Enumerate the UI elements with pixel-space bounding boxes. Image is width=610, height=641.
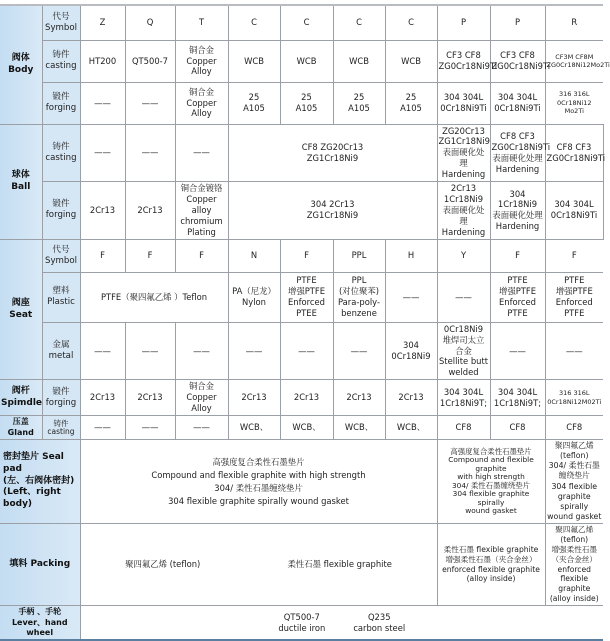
sub-label: 代号 Symbol bbox=[42, 239, 80, 272]
table-row bbox=[0, 524, 603, 606]
sub-label: 塑料 Plastic bbox=[42, 272, 80, 322]
value-cell: F bbox=[545, 239, 603, 272]
value-cell: WCB、 bbox=[228, 416, 280, 440]
value-cell: 2Cr13 1Cr18Ni9 表面硬化处理 Hardening bbox=[437, 182, 490, 240]
value-cell: 铜合金 Copper Alloy bbox=[175, 40, 228, 82]
value-cell: F bbox=[490, 239, 545, 272]
value-cell: —— bbox=[437, 272, 490, 322]
value-cell: 304 0Cr18Ni9 bbox=[385, 322, 437, 380]
value-cell: F bbox=[175, 239, 228, 272]
value-cell: WCB、 bbox=[280, 416, 333, 440]
value-cell: PPL bbox=[333, 239, 385, 272]
sub-label: 铸件 casting bbox=[42, 40, 80, 82]
value-cell: 2Cr13 bbox=[80, 182, 125, 240]
value-cell: CF8 bbox=[545, 416, 603, 440]
value-cell: QT500-7 bbox=[125, 40, 175, 82]
value-cell: N bbox=[228, 239, 280, 272]
value-cell bbox=[80, 524, 437, 606]
value-cell: CF3 CF8 ZG0Cr18Ni9Ti bbox=[437, 40, 490, 82]
packing-graphite: 柔性石墨 flexible graphite bbox=[287, 559, 392, 570]
value-cell: 316 316L 0Cr18Ni12 Mo2Ti bbox=[545, 82, 603, 124]
value-cell: PPL (对位聚苯) Para-poly- benzene bbox=[333, 272, 385, 322]
section-label-packing: 填料 Packing bbox=[0, 524, 80, 606]
section-label-lever: 手柄 、手轮 Lever、hand wheel bbox=[0, 605, 80, 640]
value-cell: —— bbox=[125, 82, 175, 124]
value-cell: 铜合金 Copper Alloy bbox=[175, 82, 228, 124]
value-cell: CF8 bbox=[437, 416, 490, 440]
value-cell: 2Cr13 bbox=[385, 380, 437, 416]
value-cell: —— bbox=[175, 322, 228, 380]
value-cell: —— bbox=[80, 416, 125, 440]
table-row bbox=[0, 239, 603, 272]
valve-materials-table bbox=[0, 4, 610, 641]
table-row bbox=[0, 40, 603, 82]
value-cell: 高强度复合柔性石墨垫片 Compound and flexible graphite with high strength 304/ 柔性石墨缠绕垫片 304 flexible graphite spirally wound gasket bbox=[80, 440, 437, 524]
section-label-gland: 压盖 Gland bbox=[0, 416, 42, 440]
sub-label: 铸件 casting bbox=[42, 416, 80, 440]
table-row bbox=[0, 416, 603, 440]
value-cell: —— bbox=[175, 416, 228, 440]
lever-ductile-iron: QT500-7 ductile iron bbox=[278, 611, 326, 633]
value-cell: ZG20Cr13 ZG1Cr18Ni9 表面硬化处理 Hardening bbox=[437, 124, 490, 182]
table-row bbox=[0, 5, 603, 40]
table-row bbox=[0, 605, 603, 640]
value-cell: 304 304L 1Cr18Ni9T; bbox=[490, 380, 545, 416]
table-row bbox=[0, 380, 603, 416]
section-label-body: 阀体 Body bbox=[0, 5, 42, 124]
section-label-seat: 阀座 Seat bbox=[0, 239, 42, 380]
value-cell: F bbox=[80, 239, 125, 272]
value-cell: Z bbox=[80, 5, 125, 40]
section-label-seal-pad: 密封垫片 Seal pad (左、右阀体密封) (Left、right body) bbox=[0, 440, 80, 524]
value-cell: P bbox=[490, 5, 545, 40]
value-cell: 304 304L 1Cr18Ni9T; bbox=[437, 380, 490, 416]
value-cell: WCB bbox=[280, 40, 333, 82]
value-cell: —— bbox=[280, 322, 333, 380]
value-cell: CF3 CF8 ZG0Cr18Ni9Ti bbox=[490, 40, 545, 82]
value-cell: 柔性石墨 flexible graphite 增强柔性石墨（夹合金丝） enforced flexible graphite (alloy inside) bbox=[437, 524, 545, 606]
value-cell: 304 304L 0Cr18Ni9Ti bbox=[545, 182, 603, 240]
value-cell: 聚四氟乙烯 (teflon) 增强柔性石墨（夹合金丝） enforced flexible graphite (alloy inside) bbox=[545, 524, 603, 606]
value-cell: WCB bbox=[333, 40, 385, 82]
table-row bbox=[0, 182, 603, 240]
value-cell: PA（尼龙） Nylon bbox=[228, 272, 280, 322]
value-cell: 304 304L 0Cr18Ni9Ti bbox=[490, 82, 545, 124]
value-cell: 2Cr13 bbox=[125, 380, 175, 416]
sub-label: 金属 metal bbox=[42, 322, 80, 380]
value-cell: —— bbox=[80, 82, 125, 124]
value-cell: —— bbox=[80, 322, 125, 380]
value-cell: WCB、 bbox=[385, 416, 437, 440]
table-row bbox=[0, 82, 603, 124]
value-cell: —— bbox=[125, 124, 175, 182]
value-cell bbox=[80, 605, 603, 640]
value-cell: CF3M CF8M ZG0Cr18Ni12Mo2Ti bbox=[545, 40, 603, 82]
packing-teflon: 聚四氟乙烯 (teflon) bbox=[125, 559, 201, 570]
sub-label: 锻件 forging bbox=[42, 380, 80, 416]
value-cell: C bbox=[280, 5, 333, 40]
sub-label: 代号 Symbol bbox=[42, 5, 80, 40]
value-cell: 0Cr18Ni9 堆焊司太立 合金 Stellite butt welded bbox=[437, 322, 490, 380]
table-row bbox=[0, 440, 603, 524]
value-cell: —— bbox=[490, 322, 545, 380]
value-cell: HT200 bbox=[80, 40, 125, 82]
value-cell: F bbox=[280, 239, 333, 272]
value-cell: CF8 CF3 ZG0Cr18Ni9Ti 表面硬化处理 Hardening bbox=[490, 124, 545, 182]
value-cell: CF8 ZG20Cr13 ZG1Cr18Ni9 bbox=[228, 124, 437, 182]
sub-label: 铸件 casting bbox=[42, 124, 80, 182]
value-cell: 2Cr13 bbox=[280, 380, 333, 416]
value-cell: H bbox=[385, 239, 437, 272]
value-cell: 高强度复合柔性石墨垫片 Compound and flexible graphite with high strength 304/ 柔性石墨缠绕垫片 304 flexible graphite spirally wound gasket bbox=[437, 440, 545, 524]
value-cell: WCB bbox=[385, 40, 437, 82]
value-cell: —— bbox=[125, 416, 175, 440]
value-cell: —— bbox=[385, 272, 437, 322]
value-cell: —— bbox=[228, 322, 280, 380]
value-cell: —— bbox=[333, 322, 385, 380]
value-cell: —— bbox=[80, 124, 125, 182]
value-cell: PTFE 增强PTFE Enforced PTEE bbox=[280, 272, 333, 322]
value-cell: 铜合金 Copper Alloy bbox=[175, 380, 228, 416]
value-cell: PTFE 增强PTFE Enforced PTFE bbox=[545, 272, 603, 322]
value-cell: 25 A105 bbox=[385, 82, 437, 124]
value-cell: C bbox=[333, 5, 385, 40]
value-cell: 25 A105 bbox=[228, 82, 280, 124]
value-cell: 304 304L 0Cr18Ni9Ti bbox=[437, 82, 490, 124]
value-cell: WCB、 bbox=[333, 416, 385, 440]
value-cell: —— bbox=[545, 322, 603, 380]
value-cell: 2Cr13 bbox=[333, 380, 385, 416]
table-row bbox=[0, 272, 603, 322]
value-cell: 316 316L 0Cr18Ni12M02Ti bbox=[545, 380, 603, 416]
value-cell: C bbox=[385, 5, 437, 40]
table-row bbox=[0, 322, 603, 380]
value-cell: —— bbox=[125, 322, 175, 380]
section-label-ball: 球体 Ball bbox=[0, 124, 42, 239]
value-cell: 2Cr13 bbox=[125, 182, 175, 240]
value-cell: R bbox=[545, 5, 603, 40]
value-cell: C bbox=[228, 5, 280, 40]
table-row bbox=[0, 124, 603, 182]
value-cell: 25 A105 bbox=[280, 82, 333, 124]
value-cell: PTFE（聚四氟乙烯 ）Teflon bbox=[80, 272, 228, 322]
value-cell: —— bbox=[175, 124, 228, 182]
value-cell: PTFE 增强PTFE Enforced PTFE bbox=[490, 272, 545, 322]
value-cell: 304 2Cr13 ZG1Cr18Ni9 bbox=[228, 182, 437, 240]
value-cell: F bbox=[125, 239, 175, 272]
value-cell: T bbox=[175, 5, 228, 40]
value-cell: CF8 CF3 ZG0Cr18Ni9Ti bbox=[545, 124, 603, 182]
value-cell: 2Cr13 bbox=[80, 380, 125, 416]
lever-carbon-steel: Q235 carbon steel bbox=[353, 611, 406, 633]
value-cell: Y bbox=[437, 239, 490, 272]
sub-label: 锻件 forging bbox=[42, 82, 80, 124]
value-cell: WCB bbox=[228, 40, 280, 82]
value-cell: 聚四氟乙烯 (teflon) 304/ 柔性石墨缠绕垫片 304 flexible graphite spirally wound gasket bbox=[545, 440, 603, 524]
value-cell: 25 A105 bbox=[333, 82, 385, 124]
value-cell: Q bbox=[125, 5, 175, 40]
sub-label: 锻件 forging bbox=[42, 182, 80, 240]
section-label-spindle: 阀杆 Spimdle bbox=[0, 380, 42, 416]
value-cell: CF8 bbox=[490, 416, 545, 440]
value-cell: P bbox=[437, 5, 490, 40]
value-cell: 铜合金镀铬 Copper alloy chromium Plating bbox=[175, 182, 228, 240]
value-cell: 304 1Cr18Ni9 表面硬化处理 Hardening bbox=[490, 182, 545, 240]
value-cell: 2Cr13 bbox=[228, 380, 280, 416]
